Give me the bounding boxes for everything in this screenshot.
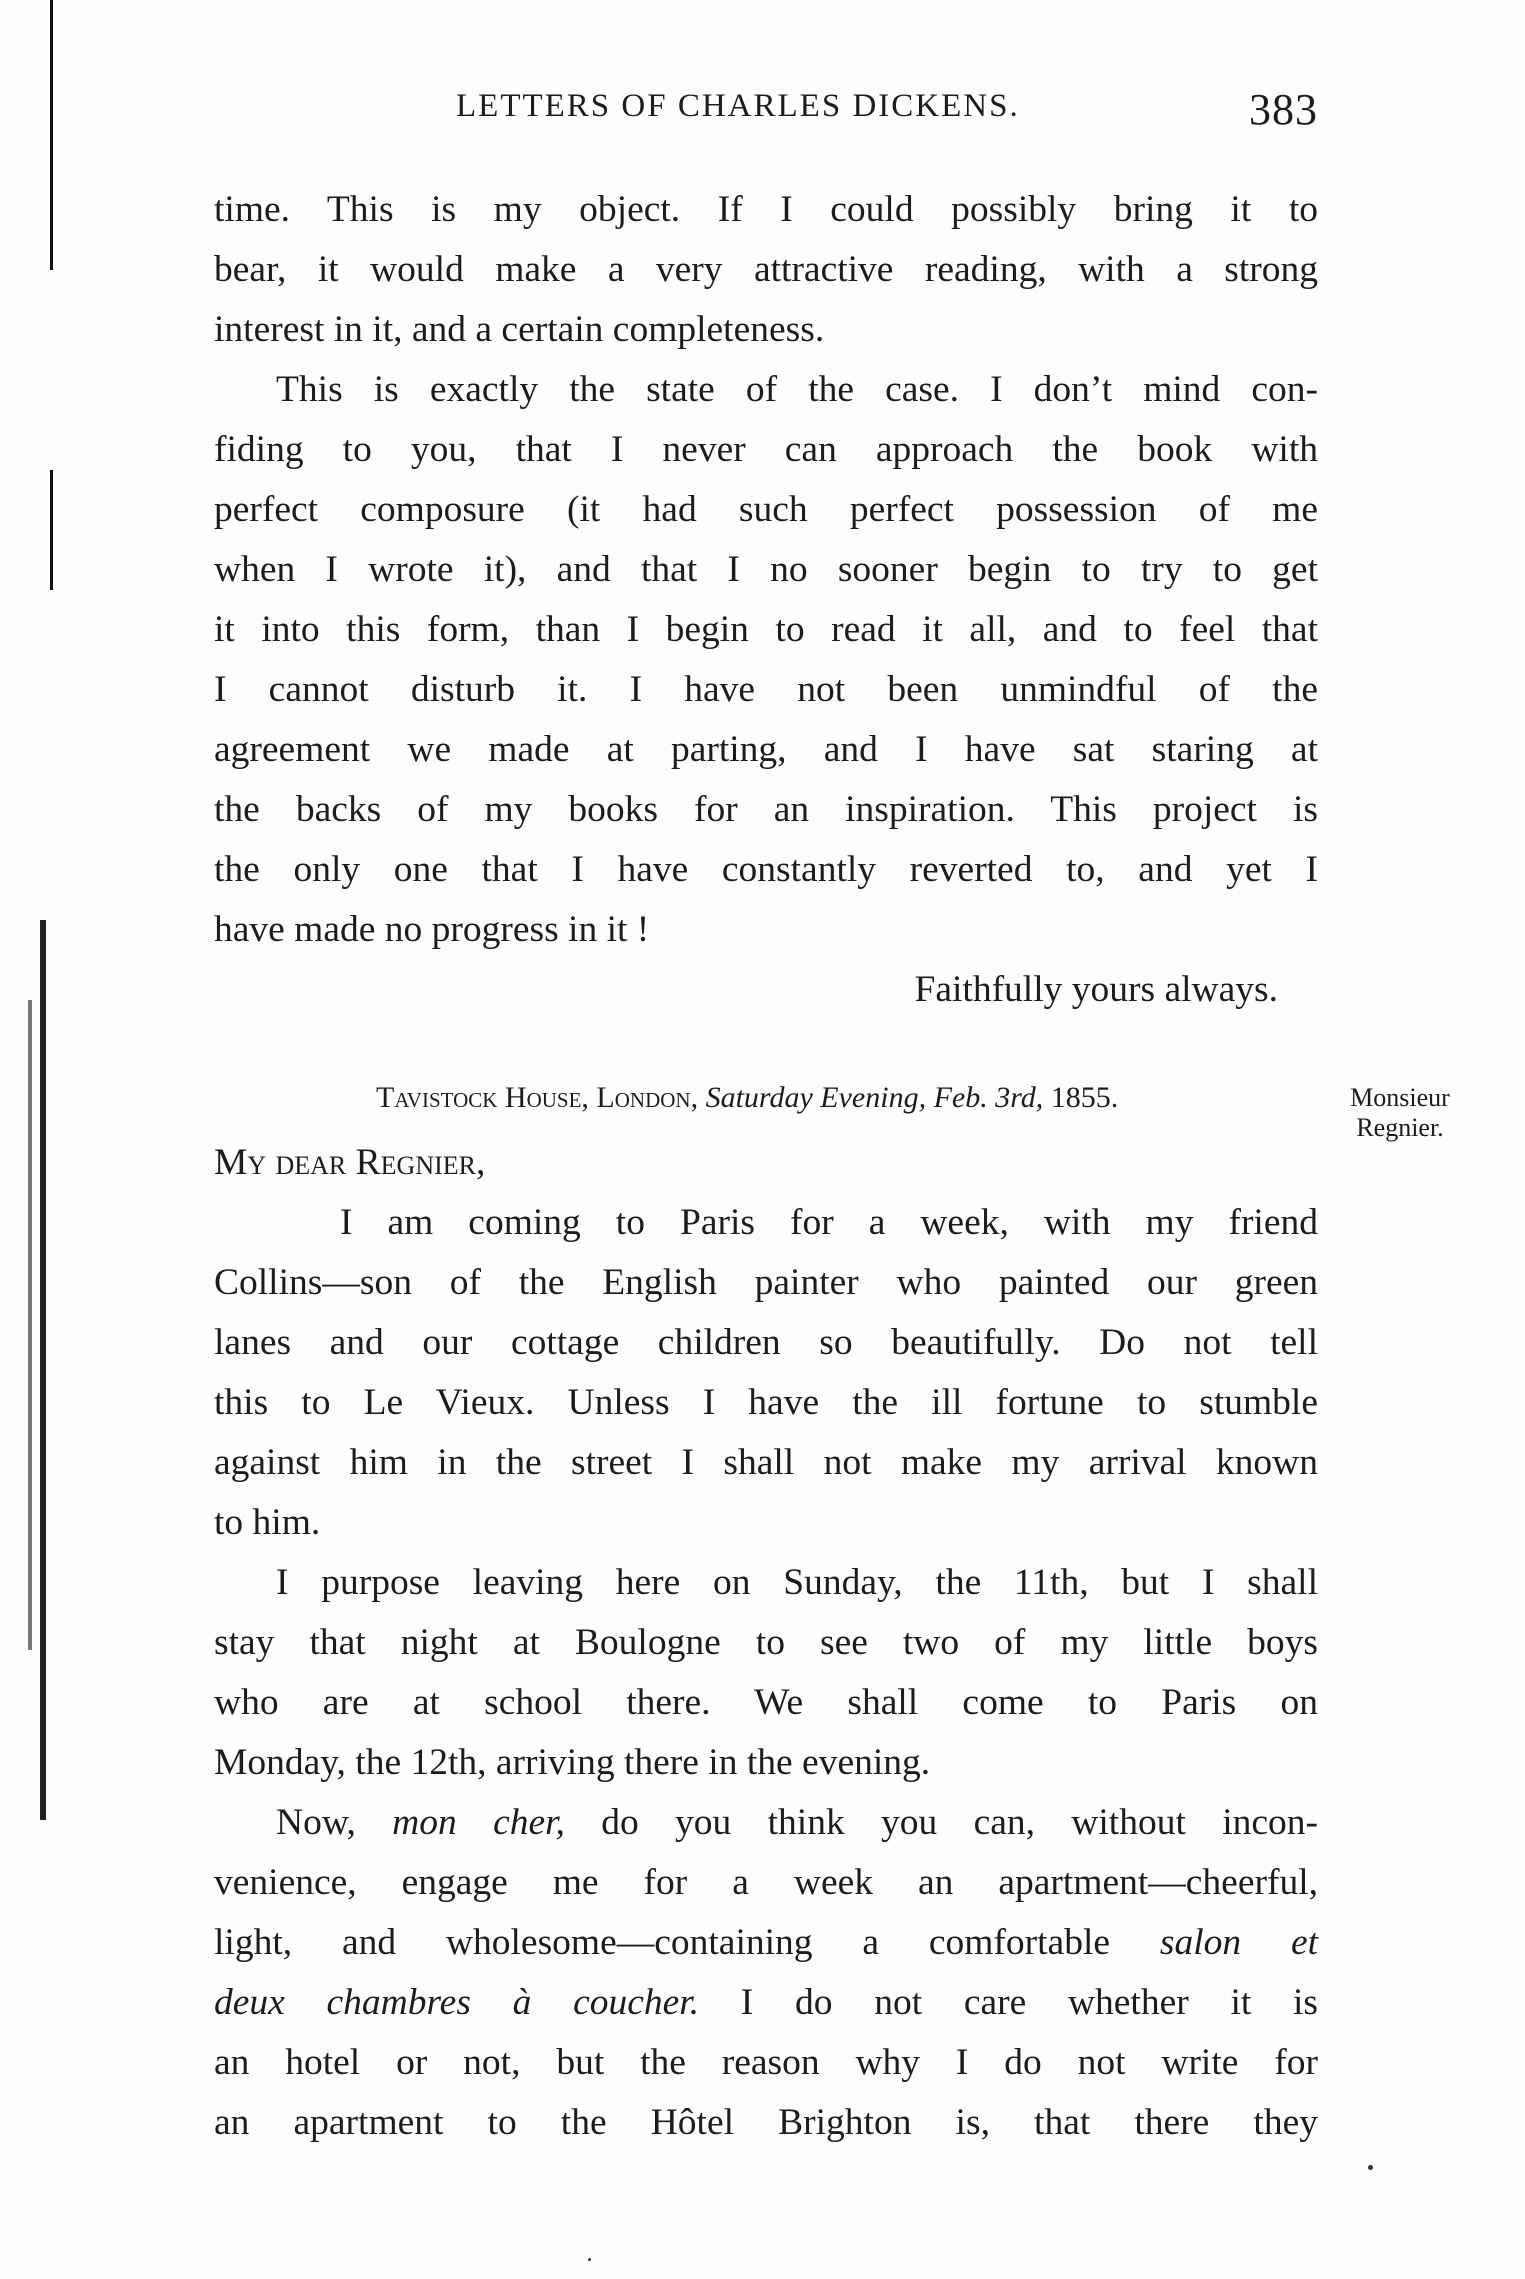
text-line: to him. [214,1502,321,1543]
text-span: do you think you can, without incon- [601,1802,1318,1843]
text-span: I do not care whether it is [740,1982,1319,2023]
text-line: an apartment to the Hôtel Brighton is, that there they [214,2102,1318,2143]
text-line: time. This is my object. If I could possibly bring it to [214,189,1318,230]
dateline-day: Saturday Evening, Feb. 3rd, [705,1081,1044,1114]
text-line: stay that night at Boulogne to see two of my little boys [214,1622,1318,1663]
text-line: when I wrote it), and that I no sooner begin to try to get [214,549,1318,590]
letter-two-body [214,1193,1318,2153]
text-line: it into this form, than I begin to read it all, and to feel that [214,609,1318,650]
text-line: who are at school there. We shall come to Paris on [214,1682,1318,1723]
text-line: Monday, the 12th, arriving there in the evening. [214,1742,931,1783]
text-line: this to Le Vieux. Unless I have the ill fortune to stumble [214,1382,1318,1423]
text-line: bear, it would make a very attractive reading, with a strong [214,249,1318,290]
margin-note-line: Monsieur [1350,1083,1450,1112]
text-line [214,1973,1318,2033]
text-line: the only one that I have constantly reverted to, and yet I [214,849,1318,890]
scan-speck [1368,2165,1373,2170]
italic-phrase: deux chambres à coucher. [214,1982,700,2023]
closing-line: Faithfully yours always. [914,969,1278,1010]
scan-speck [588,2258,591,2261]
text-line: I am coming to Paris for a week, with my friend [340,1202,1318,1243]
letter-one-body [214,180,1318,1020]
page-number: 383 [1249,85,1318,134]
page-header [456,85,1318,138]
text-line: the backs of my books for an inspiration. This project is [214,789,1318,830]
text-line: against him in the street I shall not make my arrival known [214,1442,1318,1483]
dateline-year: 1855. [1050,1081,1119,1114]
text-line: I purpose leaving here on Sunday, the 11th, but I shall [276,1562,1318,1603]
text-line [214,1793,1318,1853]
text-line: perfect composure (it had such perfect possession of me [214,489,1318,530]
text-line: interest in it, and a certain completeness. [214,309,825,350]
running-title: LETTERS OF CHARLES DICKENS. [456,88,1020,124]
text-line: I cannot disturb it. I have not been unmindful of the [214,669,1318,710]
text-line: an hotel or not, but the reason why I do not write for [214,2042,1318,2083]
letter-dateline [376,1081,1286,1131]
text-line: Collins—son of the English painter who painted our green [214,1262,1318,1303]
text-line [214,1913,1318,1973]
text-line: lanes and our cottage children so beautifully. Do not tell [214,1322,1318,1363]
margin-note-line: Regnier. [1356,1113,1444,1142]
text-line: fiding to you, that I never can approach the book with [214,429,1318,470]
salutation: My dear Regnier, [214,1142,486,1183]
text-span: light, and wholesome—containing a comfortable [214,1922,1111,1963]
text-line: have made no progress in it ! [214,909,650,950]
dateline-place: Tavistock House, London, [376,1081,699,1114]
italic-phrase: mon cher, [392,1802,565,1843]
text-line: This is exactly the state of the case. I don’t mind con- [276,369,1318,410]
margin-note [1335,1083,1465,1143]
text-line: venience, engage me for a week an apartment—cheerful, [214,1862,1318,1903]
text-line: agreement we made at parting, and I have sat staring at [214,729,1318,770]
italic-phrase: salon et [1159,1922,1319,1963]
text-span: Now, [276,1802,356,1843]
